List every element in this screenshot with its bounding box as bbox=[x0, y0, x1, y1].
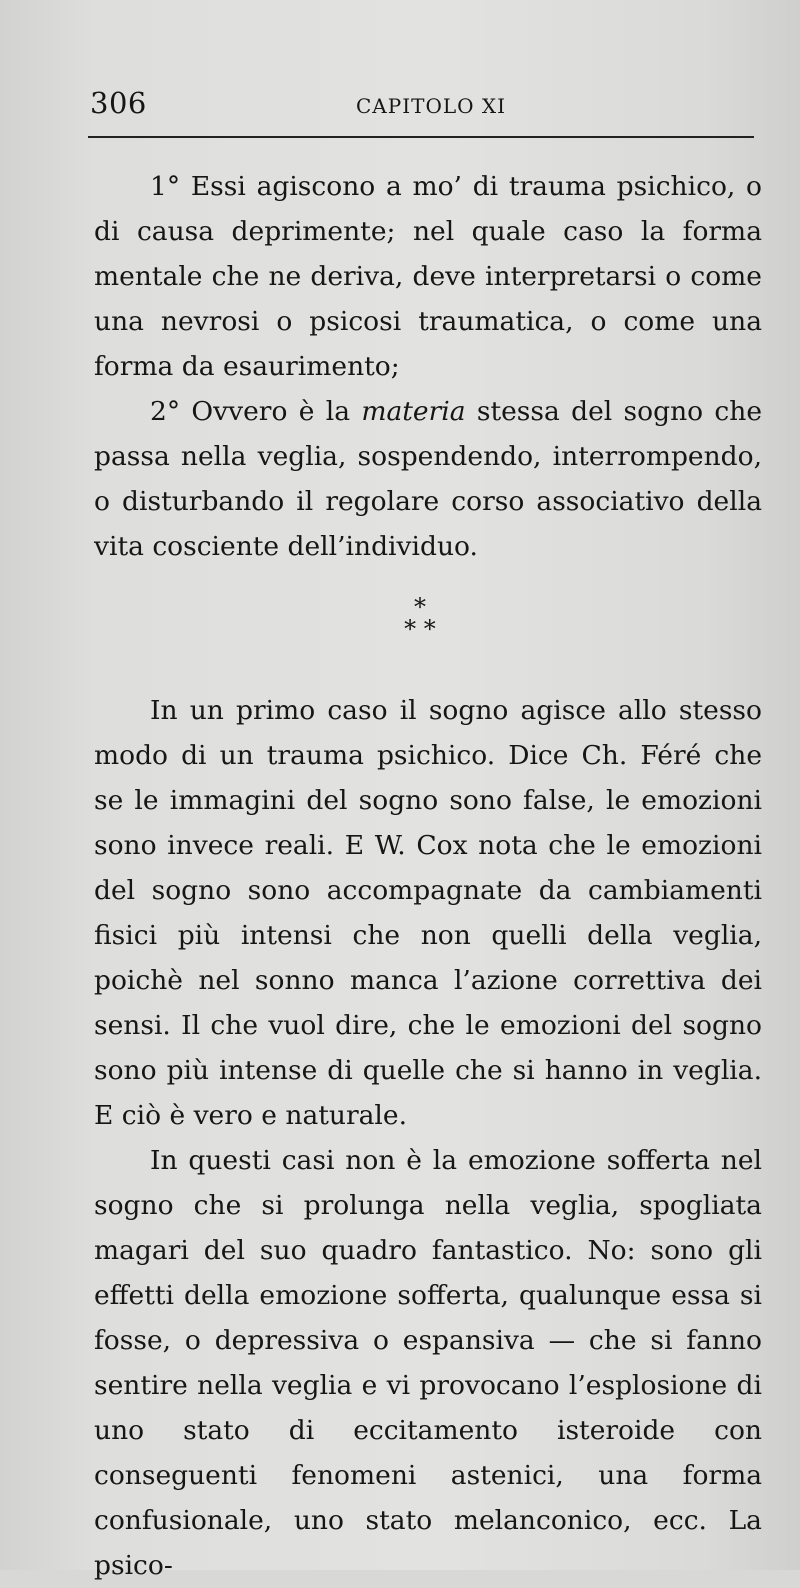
text-block-1 bbox=[94, 164, 762, 569]
paragraph-effects: In questi casi non è la emozione sofferta nel sogno che si prolunga nella veglia, spogliata magari del suo quadro fantastico. No: sono gli effetti della emozione sofferta, qualunque essa si fosse, o depressiva o espansiva — che si fanno sentire nella veglia e vi provocano l’esplosione di uno stato di eccitamento isteroide con conseguenti fenomeni astenici, una forma confusionale, uno stato melanconico, ecc. La psico- bbox=[94, 1145, 762, 1581]
page-number: 306 bbox=[90, 86, 147, 120]
asterism-top: * bbox=[414, 593, 426, 621]
header-rule bbox=[88, 136, 754, 138]
point-2-lead: 2° Ovvero è la bbox=[150, 396, 362, 427]
emphasis-materia: materia bbox=[361, 396, 466, 427]
paragraph-point-1: 1° Essi agiscono a mo’ di trauma psichico, o di causa deprimente; nel quale caso la forma mentale che ne deriva, deve interpretarsi o come una nevrosi o psicosi traumatica, o come una forma da esaurimento; bbox=[94, 171, 762, 382]
running-head: CAPITOLO XI bbox=[356, 94, 507, 118]
page-header bbox=[88, 86, 754, 126]
paragraph-trauma: In un primo caso il sogno agisce allo stesso modo di un trauma psichico. Dice Ch. Féré che se le immagini del sogno sono false, le emozioni sono invece reali. E W. Cox nota che le emozioni del sogno sono accompagnate da cambiamenti fisici più intensi che non quelli della veglia, poichè nel sonno manca l’azione correttiva dei sensi. Il che vuol dire, che le emozioni del sogno sono più intense di quelle che si hanno in veglia. E ciò è vero e naturale. bbox=[94, 695, 762, 1131]
section-asterism bbox=[380, 593, 460, 643]
asterism-bottom: * * bbox=[404, 615, 436, 643]
text-block-2 bbox=[94, 688, 762, 1588]
point-2-rest: stessa del sogno che passa nella veglia, sospendendo, interrompendo, o disturbando il regolare corso associativo della vita cosciente dell’individuo. bbox=[94, 396, 762, 562]
paragraph-point-2 bbox=[94, 389, 762, 569]
